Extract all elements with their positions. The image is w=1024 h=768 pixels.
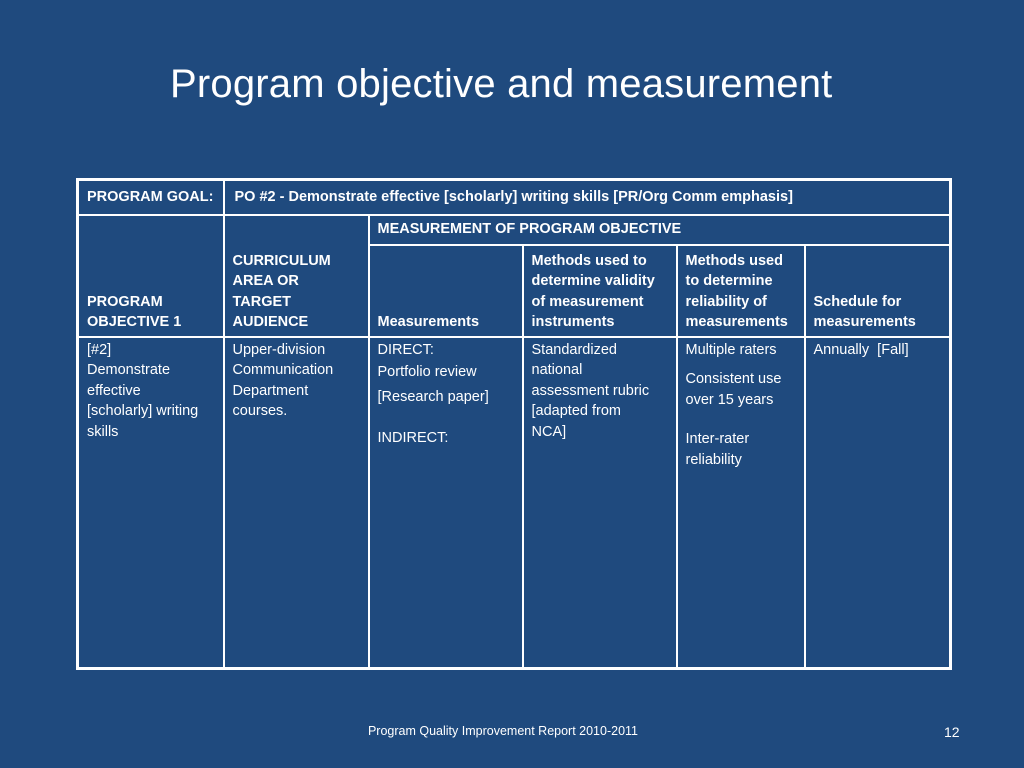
cell-reliability: Multiple raters Consistent use over 15 years Inter-rater reliability: [677, 337, 805, 669]
slide-title: Program objective and measurement: [170, 62, 833, 106]
header-schedule: Schedule for measurements: [805, 245, 951, 337]
cell-program-objective: [#2] Demonstrate effective [scholarly] writing skills: [78, 337, 224, 669]
goal-row: [78, 180, 951, 215]
slide-footer: Program Quality Improvement Report 2010-2011: [367, 724, 639, 738]
measurement-heading-row: [78, 215, 951, 245]
measurement-heading: MEASUREMENT OF PROGRAM OBJECTIVE: [369, 215, 951, 245]
header-measurements: Measurements: [369, 245, 523, 337]
program-goal-label: PROGRAM GOAL:: [78, 180, 224, 215]
header-curriculum-area: CURRICULUM AREA OR TARGET AUDIENCE: [224, 215, 369, 337]
cell-measurements: DIRECT: Portfolio review [Research paper] INDIRECT:: [369, 337, 523, 669]
objective-table: [76, 178, 952, 670]
cell-curriculum: Upper-division Communication Department courses.: [224, 337, 369, 669]
table-row: [78, 337, 951, 669]
page-number: 12: [944, 724, 960, 740]
header-program-objective: PROGRAM OBJECTIVE 1: [78, 215, 224, 337]
program-goal-text: PO #2 - Demonstrate effective [scholarly] writing skills [PR/Org Comm emphasis]: [224, 180, 951, 215]
header-reliability-methods: Methods used to determine reliability of measurements: [677, 245, 805, 337]
cell-schedule: Annually [Fall]: [805, 337, 951, 669]
header-validity-methods: Methods used to determine validity of measurement instruments: [523, 245, 677, 337]
cell-validity: Standardized national assessment rubric [adapted from NCA]: [523, 337, 677, 669]
